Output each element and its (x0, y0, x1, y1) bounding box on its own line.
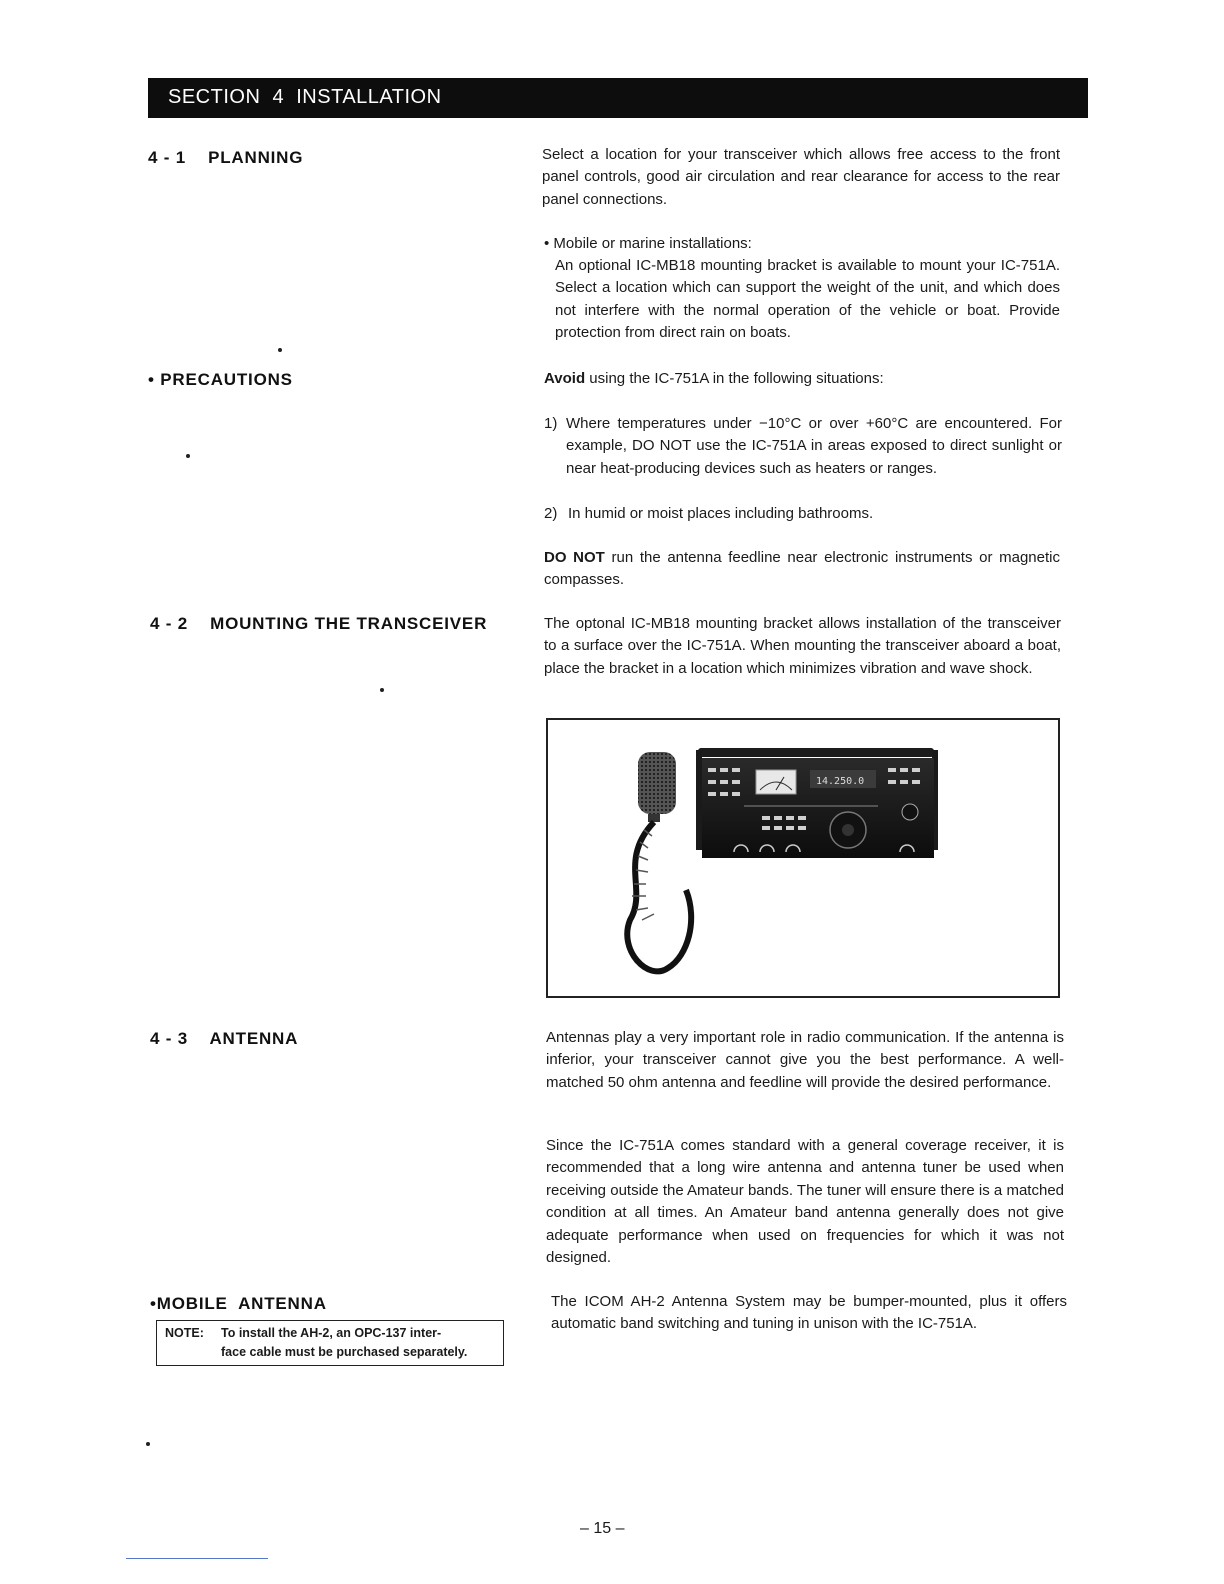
planning-intro: Select a location for your transceiver which allows free access to the front panel controls, good air circulation and rear clearance for access to the rear panel connections. (542, 146, 1060, 208)
svg-text:14.250.0: 14.250.0 (816, 776, 865, 787)
speck (278, 348, 282, 352)
avoid-rest: using the IC-751A in the following situations: (585, 370, 884, 387)
donot-paragraph (544, 547, 1060, 592)
donot-bold: DO NOT (544, 549, 605, 566)
heading-antenna: 4 - 3 ANTENNA (150, 1029, 299, 1048)
footer-rule (126, 1558, 268, 1559)
item-1-text: Where temperatures under −10°C or over +60°C are encountered. For example, DO NOT use the IC-751A in areas exposed to direct sunlight or near heat-producing devices such as heaters or ranges. (566, 415, 1062, 477)
precaution-item-2 (544, 503, 1062, 525)
donot-rest: run the antenna feedline near electronic instruments or magnetic compasses. (544, 549, 1060, 589)
antenna-para-2: Since the IC-751A comes standard with a general coverage receiver, it is recommended that a long wire antenna and antenna tuner be used when receiving outside the Amateur bands. The tuner will ensure there is a matched condition at all times. An Amateur band antenna generally does not give adequate performance when used on frequencies for which it was not designed. (546, 1137, 1064, 1267)
heading-mounting: 4 - 2 MOUNTING THE TRANSCEIVER (150, 614, 488, 633)
note-line-1: To install the AH-2, an OPC-137 inter- (221, 1326, 442, 1340)
mobile-install-title: • Mobile or marine installations: (544, 235, 752, 252)
heading-precautions: • PRECAUTIONS (148, 370, 293, 389)
speck (380, 688, 384, 692)
precaution-item-1 (544, 413, 1062, 480)
mobile-antenna-text: The ICOM AH-2 Antenna System may be bumper-mounted, plus it offers automatic band switching and tuning in unison with the IC-751A. (551, 1293, 1067, 1333)
item-2-number: 2) (544, 505, 558, 522)
avoid-line (544, 368, 1060, 390)
note-line-2: face cable must be purchased separately. (221, 1345, 468, 1359)
page-number: – 15 – (580, 1520, 625, 1537)
antenna-para-1: Antennas play a very important role in radio communication. If the antenna is inferior, your transceiver cannot give you the best performance. A well-matched 50 ohm antenna and feedline will provide the desired performance. (546, 1029, 1064, 1091)
transceiver-photo (546, 718, 1060, 998)
heading-mobile-antenna: •MOBILE ANTENNA (150, 1294, 327, 1313)
note-box (156, 1320, 504, 1366)
mounting-text: The optonal IC-MB18 mounting bracket allows installation of the transceiver to a surface over the IC-751A. When mounting the transceiver aboard a boat, place the bracket in a location which minimizes vibration and wave shock. (544, 615, 1061, 677)
transceiver-illustration (548, 720, 1058, 996)
note-label: NOTE: (165, 1326, 204, 1340)
avoid-bold: Avoid (544, 370, 586, 387)
speck (146, 1442, 150, 1446)
section-title: SECTION 4 INSTALLATION (168, 86, 442, 108)
heading-planning: 4 - 1 PLANNING (148, 148, 304, 167)
mobile-install-text: An optional IC-MB18 mounting bracket is available to mount your IC-751A. Select a location which can support the weight of the unit, and which does not interfere with the normal operation of the vehicle or boat. Provide protection from direct rain on boats. (555, 257, 1060, 342)
item-1-number: 1) (544, 415, 558, 432)
item-2-text: In humid or moist places including bathrooms. (568, 505, 874, 522)
speck (186, 454, 190, 458)
section-title-bar (148, 78, 1088, 118)
